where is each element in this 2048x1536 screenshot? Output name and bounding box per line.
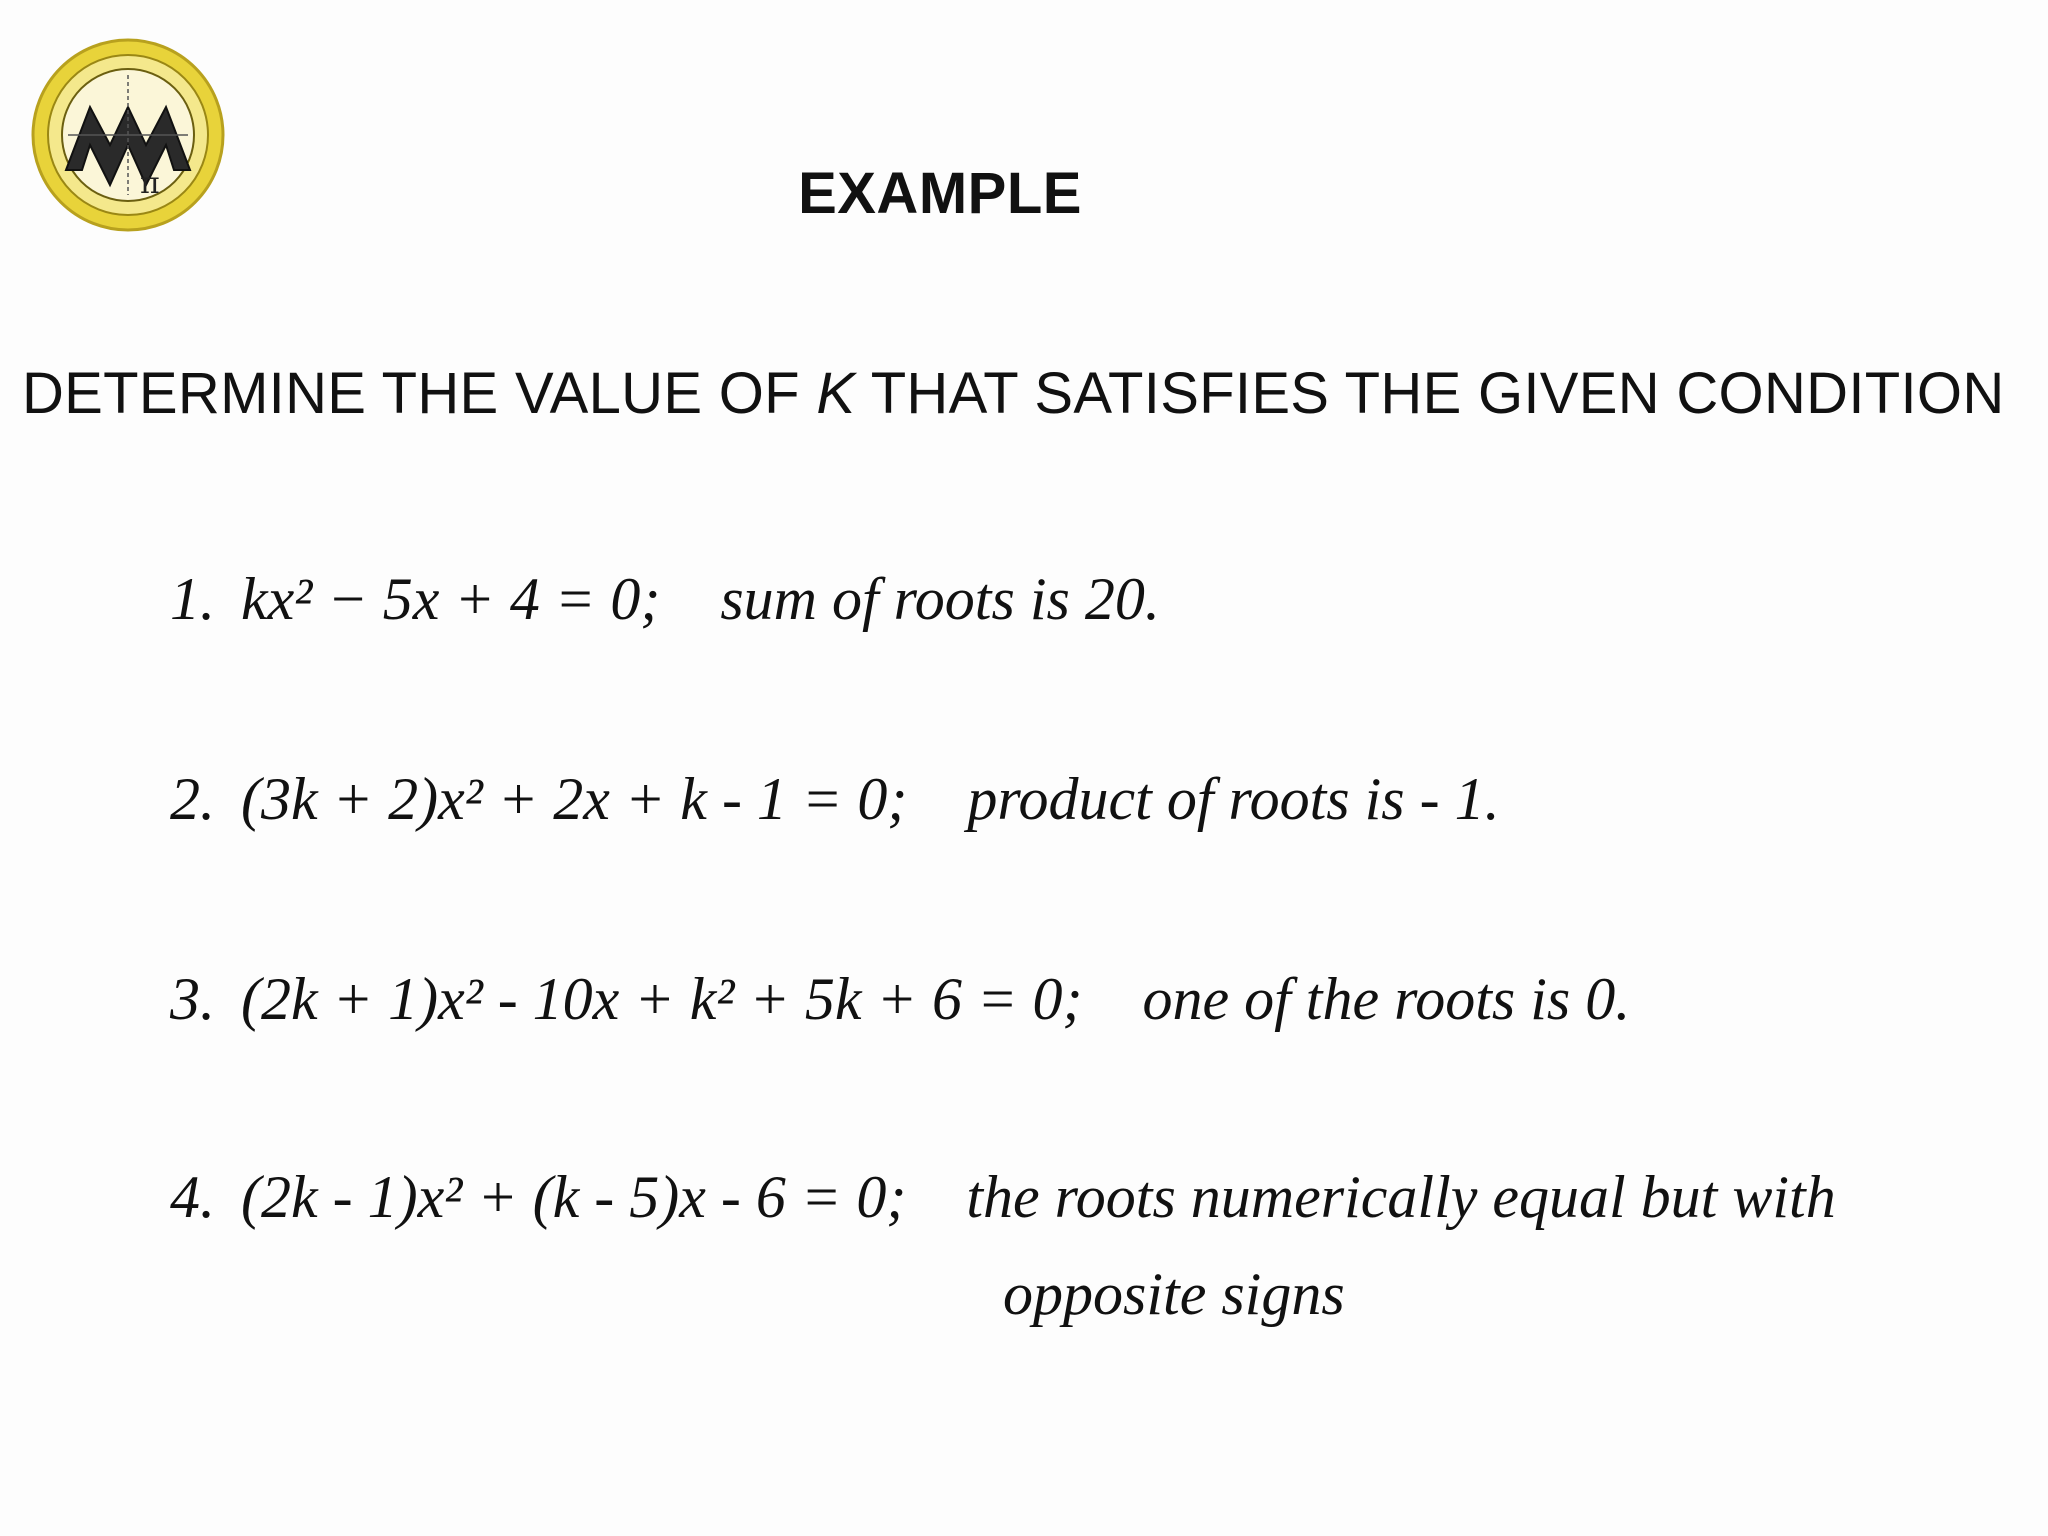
problem-4-condition-continued: opposite signs	[1003, 1261, 1345, 1327]
problem-1	[170, 565, 1160, 634]
problem-condition: one of the roots is 0.	[1142, 966, 1631, 1032]
instruction-before: DETERMINE THE VALUE OF	[22, 361, 817, 426]
instruction-variable: K	[816, 361, 856, 426]
problem-number: 3.	[170, 966, 215, 1032]
instruction-after: THAT SATISFIES THE GIVEN CONDITION	[855, 361, 2005, 426]
svg-text:π: π	[140, 166, 160, 201]
problem-3	[170, 965, 1630, 1034]
problem-2	[170, 765, 1500, 834]
problem-condition: sum of roots is 20.	[720, 566, 1160, 632]
problem-number: 4.	[170, 1164, 215, 1230]
problem-equation: kx² − 5x + 4 = 0;	[241, 566, 661, 632]
problem-number: 1.	[170, 566, 215, 632]
slide-title: EXAMPLE	[798, 161, 1082, 226]
problem-equation: (2k + 1)x² - 10x + k² + 5k + 6 = 0;	[241, 966, 1083, 1032]
problem-number: 2.	[170, 766, 215, 832]
problem-equation: (2k - 1)x² + (k - 5)x - 6 = 0;	[241, 1164, 907, 1230]
instruction-text	[22, 360, 2005, 427]
problem-condition: the roots numerically equal but with	[966, 1164, 1836, 1230]
problem-condition: product of roots is - 1.	[967, 766, 1500, 832]
problem-4	[170, 1163, 1836, 1232]
problem-equation: (3k + 2)x² + 2x + k - 1 = 0;	[241, 766, 908, 832]
